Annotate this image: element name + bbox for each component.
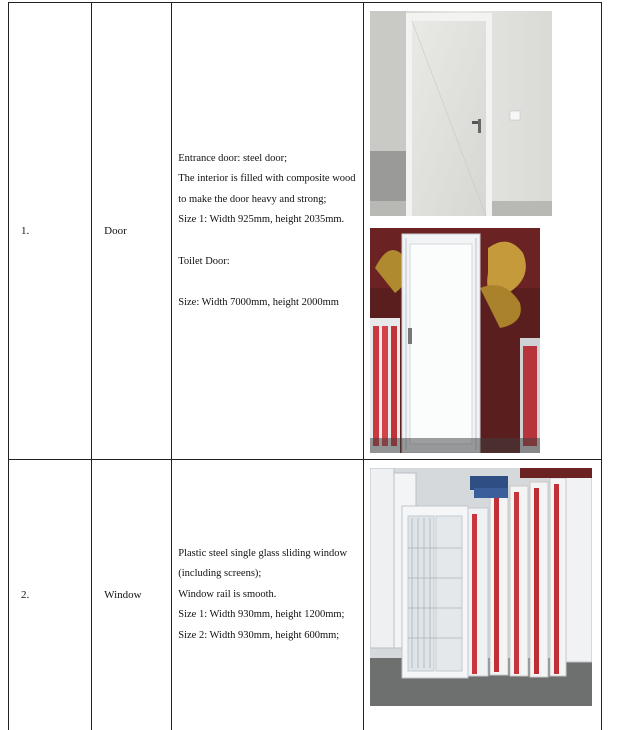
- description-line: Window rail is smooth.: [178, 588, 277, 600]
- item-description: [172, 460, 363, 730]
- description-line: Toilet Door:: [178, 255, 230, 267]
- description-line: The interior is filled with composite wood to make the door heavy and strong;: [178, 173, 356, 205]
- spec-table: [8, 2, 602, 730]
- item-name: Window: [92, 460, 172, 730]
- table-row-window: [9, 460, 602, 730]
- description-line: Size 1: Width 930mm, height 1200mm;: [178, 609, 345, 621]
- photo-cell: [363, 460, 601, 730]
- item-name: Door: [92, 3, 172, 460]
- description-line: Entrance door: steel door;: [178, 152, 288, 164]
- description-line: Size 1: Width 925mm, height 2035mm.: [178, 214, 345, 225]
- photo-cell: [363, 3, 601, 460]
- row-number: 2.: [9, 460, 92, 730]
- table-row-door: [9, 3, 602, 460]
- description-line: Plastic steel single glass sliding window (including screens);: [178, 547, 348, 580]
- description-line: Size: Width 7000mm, height 2000mm: [178, 297, 339, 308]
- windows-photo: [370, 468, 592, 706]
- item-description: [172, 3, 363, 460]
- toilet-door-photo: [370, 228, 540, 453]
- entrance-door-photo: [370, 11, 552, 216]
- row-number: 1.: [9, 3, 92, 460]
- description-line: Size 2: Width 930mm, height 600mm;: [178, 629, 340, 641]
